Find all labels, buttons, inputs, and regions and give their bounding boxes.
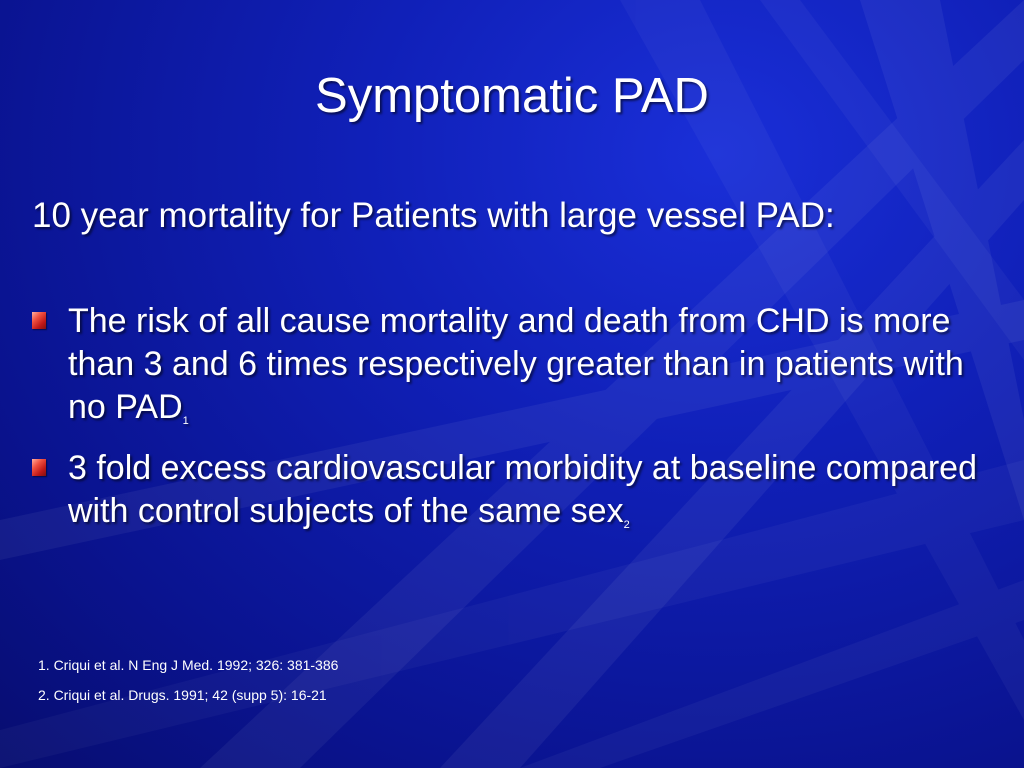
slide-title: Symptomatic PAD bbox=[315, 69, 709, 123]
references bbox=[38, 656, 338, 716]
reference-item: 1. Criqui et al. N Eng J Med. 1992; 326: 381-386 bbox=[38, 657, 339, 673]
bullet-item bbox=[32, 300, 1002, 429]
bullet-square-icon bbox=[32, 459, 46, 476]
bullet-list bbox=[32, 300, 1002, 551]
bullet-text: 3 fold excess cardiovascular morbidity at baseline compared with control subjects of the same sex bbox=[68, 449, 978, 530]
bullet-item bbox=[32, 447, 1002, 533]
bullet-square-icon bbox=[32, 312, 46, 329]
bullet-reference-mark: 1 bbox=[182, 415, 189, 427]
reference-item: 2. Criqui et al. Drugs. 1991; 42 (supp 5): 16-21 bbox=[38, 687, 327, 703]
bullet-text: The risk of all cause mortality and death from CHD is more than 3 and 6 times respectively greater than in patients with no PAD bbox=[68, 302, 964, 426]
slide-subtitle: 10 year mortality for Patients with large vessel PAD: bbox=[32, 196, 835, 235]
bullet-reference-mark: 2 bbox=[623, 519, 630, 531]
